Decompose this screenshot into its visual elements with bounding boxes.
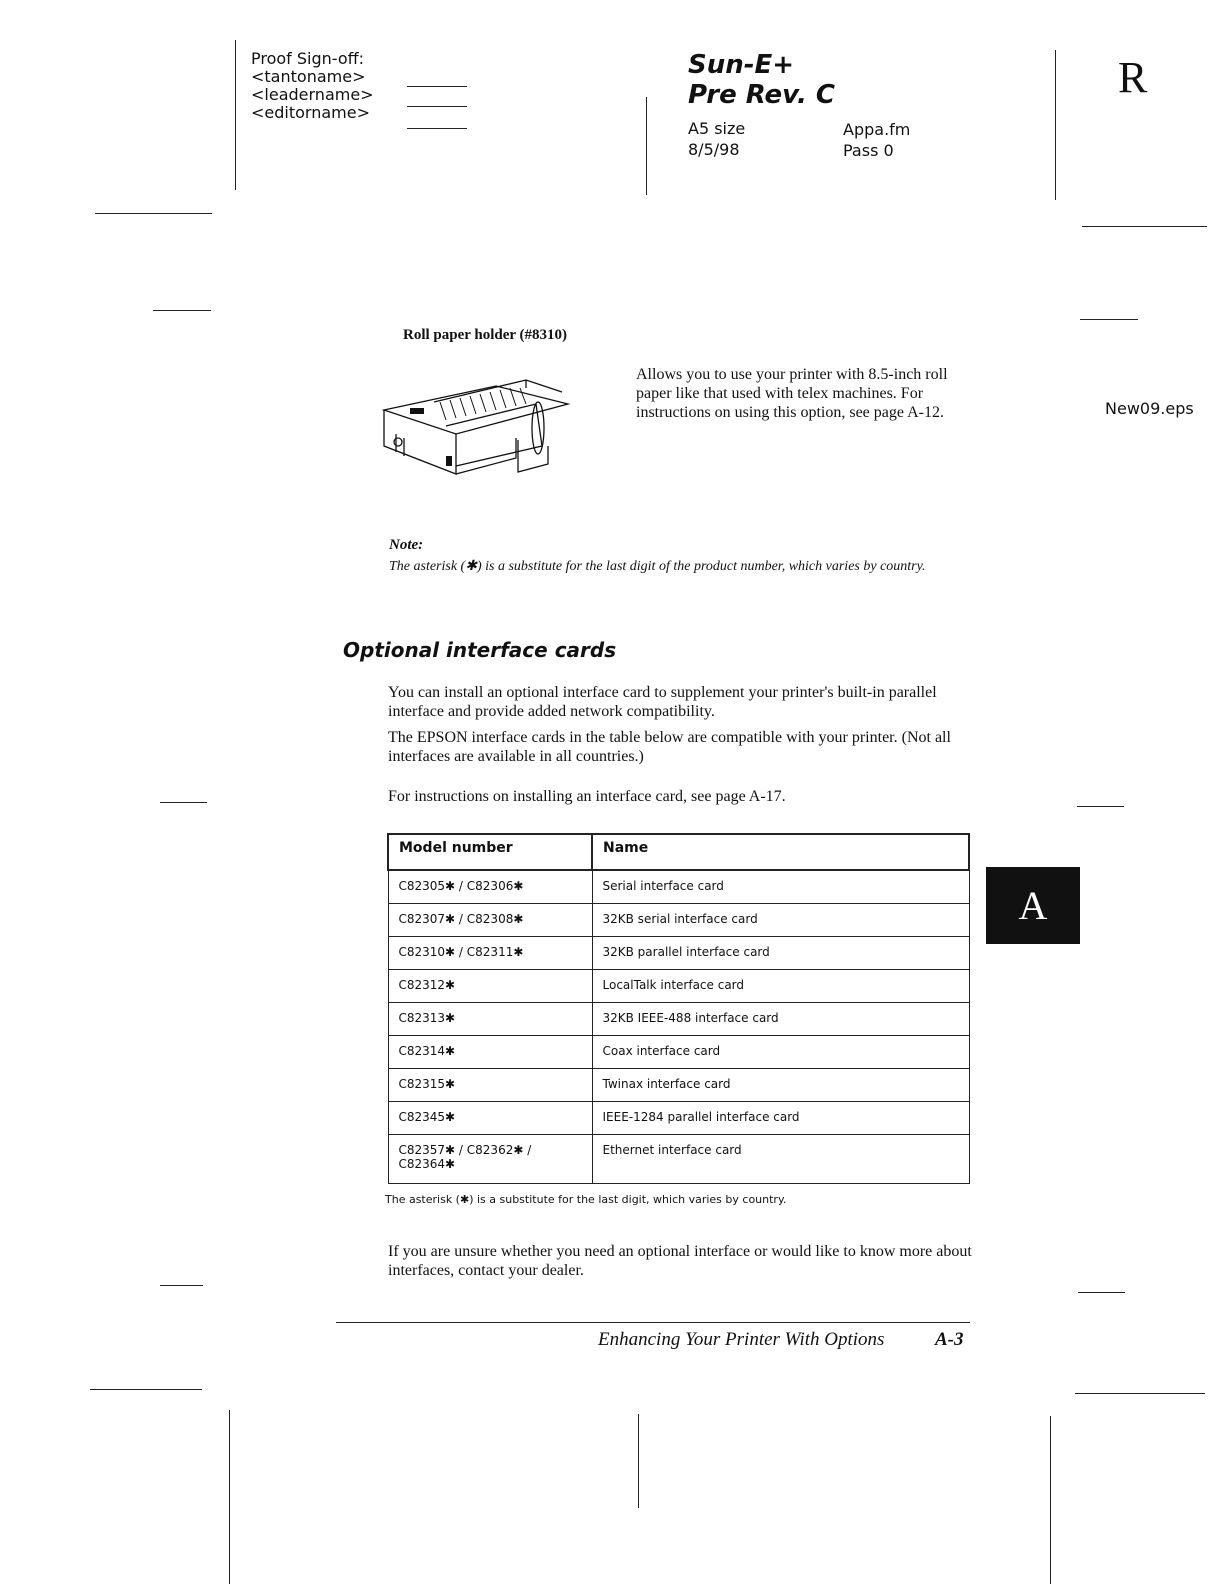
model-cell: C82314✱ bbox=[388, 1036, 592, 1069]
interface-card-table bbox=[387, 833, 970, 1184]
model-cell: C82357✱ / C82362✱ / C82364✱ bbox=[388, 1135, 592, 1184]
crop-mark bbox=[1078, 1292, 1125, 1293]
column-header: Model number bbox=[388, 834, 592, 870]
crop-mark bbox=[95, 213, 212, 214]
section-heading: Optional interface cards bbox=[343, 638, 617, 662]
model-cell: C82312✱ bbox=[388, 970, 592, 1003]
model-cell: C82315✱ bbox=[388, 1069, 592, 1102]
page-number: A-3 bbox=[935, 1329, 964, 1350]
section-intro-2: The EPSON interface cards in the table below are compatible with your printer. (Not all interfaces are available in all countries.) bbox=[388, 729, 951, 765]
table-row bbox=[388, 1003, 969, 1036]
section-intro: You can install an optional interface card to supplement your printer's built-in parallel interface and provide added network compatibility. bbox=[388, 684, 937, 720]
name-cell: IEEE-1284 parallel interface card bbox=[592, 1102, 969, 1135]
section-instructions: For instructions on installing an interface card, see page A-17. bbox=[388, 788, 786, 805]
note-text: The asterisk (✱) is a substitute for the last digit of the product number, which varies by country. bbox=[389, 559, 926, 574]
name-cell: 32KB parallel interface card bbox=[592, 937, 969, 970]
name-cell: Twinax interface card bbox=[592, 1069, 969, 1102]
table-row bbox=[388, 1102, 969, 1135]
crop-mark bbox=[1055, 50, 1056, 200]
model-cell: C82345✱ bbox=[388, 1102, 592, 1135]
registration-mark: R bbox=[1118, 53, 1148, 102]
table-header-row bbox=[388, 834, 969, 870]
header-pass: Pass 0 bbox=[843, 141, 894, 160]
crop-mark bbox=[1082, 226, 1207, 227]
table-row bbox=[388, 1069, 969, 1102]
model-cell: C82305✱ / C82306✱ bbox=[388, 870, 592, 904]
crop-mark bbox=[153, 310, 211, 311]
footer-title: Enhancing Your Printer With Options bbox=[598, 1329, 885, 1350]
printer-illustration bbox=[376, 368, 576, 488]
section-tab: A bbox=[986, 867, 1080, 944]
table-row bbox=[388, 870, 969, 904]
proof-label: Proof Sign-off: bbox=[251, 49, 365, 68]
crop-mark bbox=[1080, 319, 1138, 320]
crop-mark bbox=[1075, 1393, 1205, 1394]
crop-mark bbox=[646, 97, 647, 195]
proof-line: <editorname> bbox=[251, 103, 370, 122]
name-cell: Ethernet interface card bbox=[592, 1135, 969, 1184]
crop-mark bbox=[638, 1414, 639, 1508]
proof-signoff bbox=[251, 50, 374, 122]
header-date: 8/5/98 bbox=[688, 140, 740, 159]
note-label: Note: bbox=[389, 537, 424, 553]
crop-mark bbox=[160, 802, 207, 803]
crop-mark bbox=[235, 40, 236, 190]
header-size: A5 size bbox=[688, 119, 746, 138]
column-header: Name bbox=[592, 834, 969, 870]
signature-blank bbox=[407, 128, 467, 129]
signature-blank bbox=[407, 86, 467, 87]
table-row bbox=[388, 970, 969, 1003]
crop-mark bbox=[1077, 806, 1124, 807]
footer-rule bbox=[336, 1322, 970, 1323]
proof-line: <tantoname> bbox=[251, 67, 366, 86]
table-footnote: The asterisk (✱) is a substitute for the last digit, which varies by country. bbox=[385, 1193, 787, 1206]
table-row bbox=[388, 937, 969, 970]
crop-mark bbox=[90, 1389, 202, 1390]
table-row bbox=[388, 904, 969, 937]
model-cell: C82313✱ bbox=[388, 1003, 592, 1036]
crop-mark bbox=[1050, 1416, 1051, 1584]
table-row bbox=[388, 1036, 969, 1069]
signature-blank bbox=[407, 106, 467, 107]
name-cell: 32KB IEEE-488 interface card bbox=[592, 1003, 969, 1036]
header-title: Sun-E+ Pre Rev. C bbox=[688, 50, 835, 110]
name-cell: 32KB serial interface card bbox=[592, 904, 969, 937]
crop-mark bbox=[160, 1285, 203, 1286]
model-cell: C82307✱ / C82308✱ bbox=[388, 904, 592, 937]
crop-mark bbox=[229, 1410, 230, 1584]
name-cell: LocalTalk interface card bbox=[592, 970, 969, 1003]
model-cell: C82310✱ / C82311✱ bbox=[388, 937, 592, 970]
header-file: Appa.fm bbox=[843, 120, 911, 139]
roll-paper-title: Roll paper holder (#8310) bbox=[403, 327, 568, 343]
name-cell: Serial interface card bbox=[592, 870, 969, 904]
side-label: New09.eps bbox=[1105, 399, 1194, 418]
table-row bbox=[388, 1135, 969, 1184]
name-cell: Coax interface card bbox=[592, 1036, 969, 1069]
proof-line: <leadername> bbox=[251, 85, 374, 104]
closing-paragraph: If you are unsure whether you need an optional interface or would like to know more about interfaces, contact your dealer. bbox=[388, 1243, 972, 1279]
roll-paper-description: Allows you to use your printer with 8.5-inch roll paper like that used with telex machines. For instructions on using this option, see page A-12. bbox=[636, 366, 948, 421]
